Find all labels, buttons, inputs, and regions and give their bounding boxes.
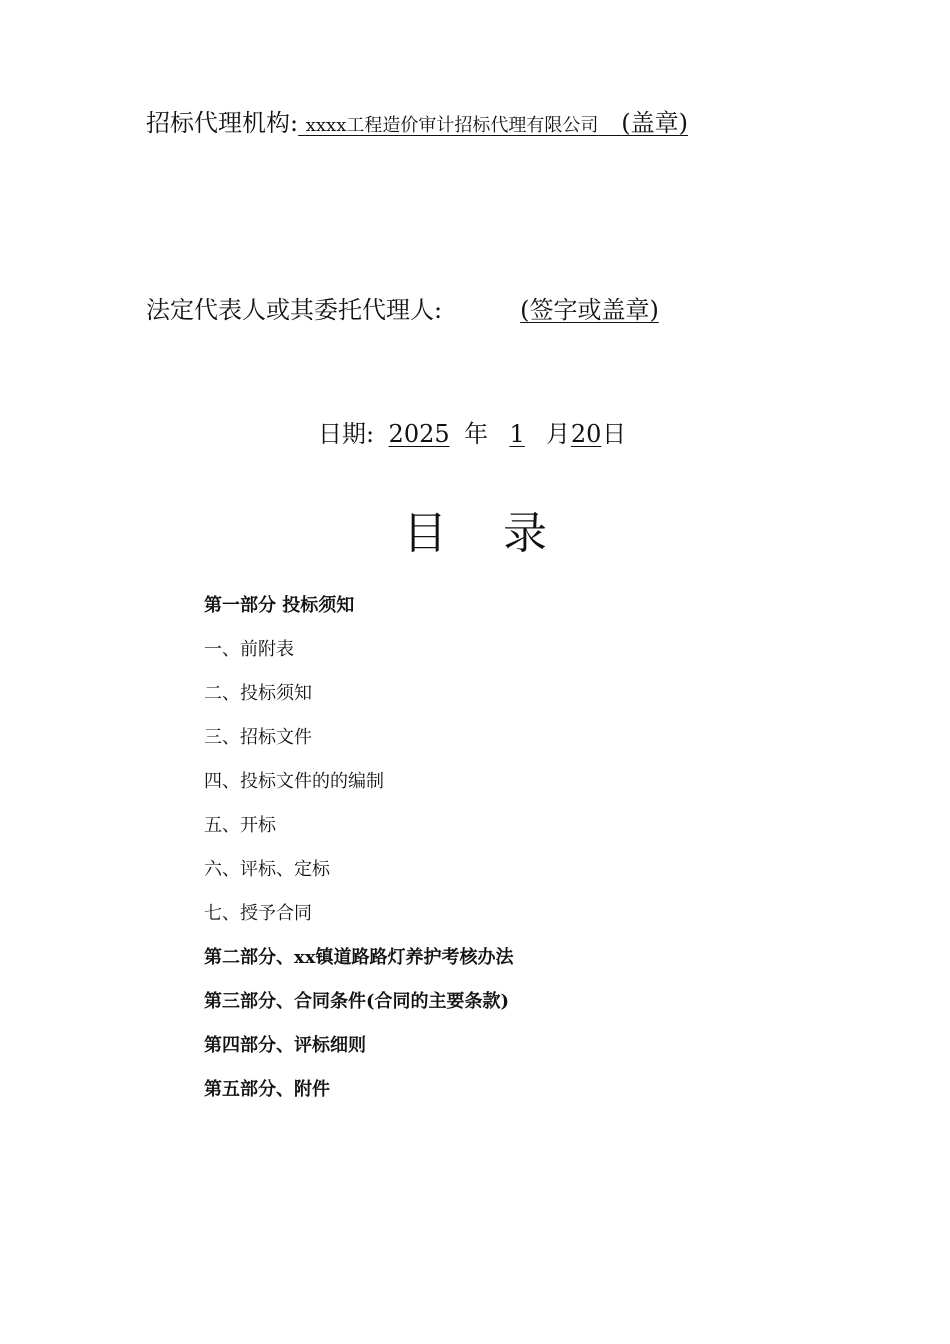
toc-item[interactable]: 六、评标、定标 [204,859,330,880]
toc-item[interactable]: 第二部分、xx镇道路路灯养护考核办法 [204,947,514,968]
date-month-unit: 月 [546,420,571,448]
legal-representative-line [146,294,659,326]
date-line [318,418,626,450]
toc-item[interactable]: 第一部分 投标须知 [204,595,355,616]
legal-representative-label: 法定代表人或其委托代理人: [146,296,443,324]
toc-item[interactable]: 第三部分、合同条件(合同的主要条款) [204,991,510,1012]
date-year: 2025 [388,420,450,448]
agency-seal-note: (盖章) [621,109,688,137]
toc-item[interactable]: 一、前附表 [204,639,294,660]
signature-note: (签字或盖章) [520,296,659,324]
toc-item[interactable]: 二、投标须知 [204,683,312,704]
toc-item[interactable]: 五、开标 [204,815,276,836]
date-year-unit: 年 [464,420,489,448]
toc-item[interactable]: 第五部分、附件 [204,1079,330,1100]
agency-line [146,107,688,142]
signature-field [442,296,659,324]
toc-title: 目录 [403,508,603,559]
table-of-contents [204,592,513,1120]
toc-item[interactable]: 第四部分、评标细则 [204,1035,366,1056]
date-day-unit: 日 [602,420,627,448]
date-day: 20 [570,420,602,448]
date-label: 日期: [318,420,375,448]
agency-label: 招标代理机构: [146,109,299,137]
date-month: 1 [509,420,525,448]
agency-name-field [298,109,688,137]
toc-item[interactable]: 四、投标文件的的编制 [204,771,384,792]
toc-item[interactable]: 七、授予合同 [204,903,312,924]
agency-name: xxxx工程造价审计招标代理有限公司 [305,115,599,136]
signature-blank [442,294,520,326]
toc-item[interactable]: 三、招标文件 [204,727,312,748]
